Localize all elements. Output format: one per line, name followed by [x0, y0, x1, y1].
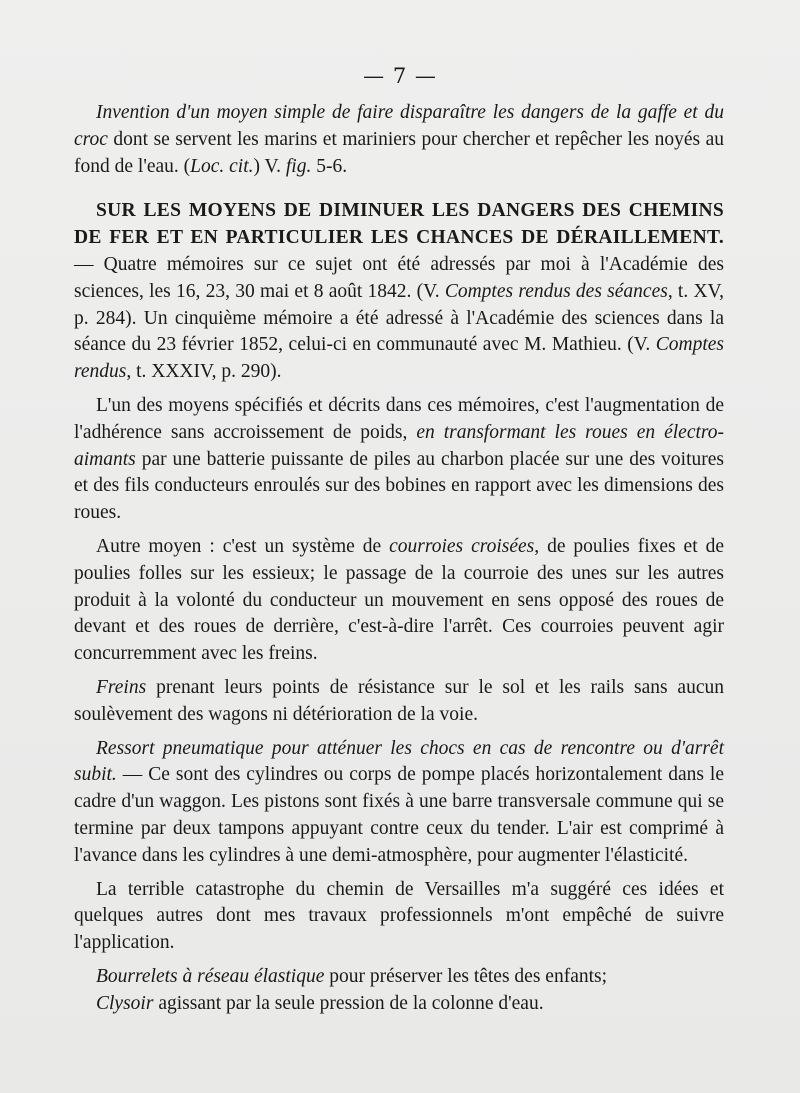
italic-run: Ressort pneumatique pour atténuer les chocs en cas de rencontre ou d'arrêt subit. [74, 737, 724, 786]
paragraph-gaffe-invention [74, 100, 724, 180]
paragraph-freins [74, 675, 724, 729]
text-run: , t. XXXIV, p. 290). [126, 361, 282, 383]
paragraph-ressort [74, 736, 724, 870]
paragraph-clysoir [74, 991, 724, 1018]
text-run: L'un des moyens spécifiés et décrits dans ces mémoires, c'est l'augmentation de l'adhérence sans accroissement de poids, [74, 394, 724, 443]
text-run: dont se servent les marins et mariniers pour chercher et repêcher les noyés au fond de l'eau. ( [74, 128, 724, 177]
text-run: prenant leurs points de résistance sur le sol et les rails sans aucun soulèvement des wagons ni détérioration de la voie. [74, 676, 724, 725]
text-run: Autre moyen : c'est un système de [96, 535, 390, 557]
italic-lead: Invention d'un moyen simple de faire disparaître les dangers de la gaffe et du croc [74, 102, 724, 150]
text-run: , de poulies fixes et de poulies folles sur les essieux; le passage de la courroie des unes sur les autres produit à la volonté du conducteur un mouvement en sens opposé des roues de devant et des roues de derrière, c'est-à-dire l'arrêt. Ces courroies peuvent agir concurremment avec les freins. [74, 535, 724, 665]
text-run: ) V. [253, 155, 286, 177]
paragraph-courroies [74, 534, 724, 668]
text-run: par une batterie puissante de piles au charbon placée sur une des voitures et des fils conducteurs enroulés sur des bobines en rapport avec les dimensions des roues. [74, 448, 724, 524]
italic-run: en transformant les roues en électro-aimants [74, 421, 724, 470]
italic-run: Freins [96, 676, 147, 698]
text-run: , t. XV, p. 284). Un cinquième mémoire a été adressé à l'Académie des sciences dans la séance du 23 février 1852, celui-ci en communauté avec M. Mathieu. (V. [74, 280, 724, 356]
text-run: pour préserver les têtes des enfants; [324, 965, 608, 987]
paragraph-versailles [74, 877, 724, 957]
italic-run: Bourrelets à réseau élastique [96, 965, 325, 987]
italic-run: fig. [285, 155, 312, 177]
italic-run: courroies croisées [389, 535, 535, 557]
page-number: — 7 — [363, 64, 437, 88]
italic-run: Comptes rendus [74, 334, 724, 383]
text-run: — Quatre mémoires sur ce sujet ont été adressés par moi à l'Académie des sciences, les 16, 23, 30 mai et 8 août 1842. (V. [74, 253, 724, 302]
paragraph-railway-dangers [74, 198, 724, 386]
text-run: La terrible catastrophe du chemin de Versailles m'a suggéré ces idées et quelques autres dont mes travaux professionnels m'ont empêché de suivre l'application. [74, 878, 724, 954]
body-text [74, 100, 724, 1018]
italic-run: Loc. cit. [190, 155, 254, 177]
text-run: agissant par la seule pression de la colonne d'eau. [153, 992, 544, 1014]
text-run: — Ce sont des cylindres ou corps de pompe placés horizontalement dans le cadre d'un waggon. Les pistons sont fixés à une barre transversale commune qui se termine par deux tampons appuyant contre ceux du tender. L'air est comprimé à l'avance dans les cylindres à une demi-atmosphère, pour augmenter l'élasticité. [74, 764, 724, 866]
italic-run: Clysoir [96, 992, 154, 1014]
paragraph-adherence [74, 393, 724, 527]
text-run: 5-6. [311, 155, 348, 177]
section-heading: SUR LES MOYENS DE DIMINUER LES DANGERS DES CHEMINS DE FER ET EN PARTICULIER LES CHANCES DE DÉRAILLEMENT. [74, 200, 724, 249]
italic-run: Comptes rendus des séances [444, 280, 668, 302]
paragraph-bourrelets [74, 964, 724, 991]
